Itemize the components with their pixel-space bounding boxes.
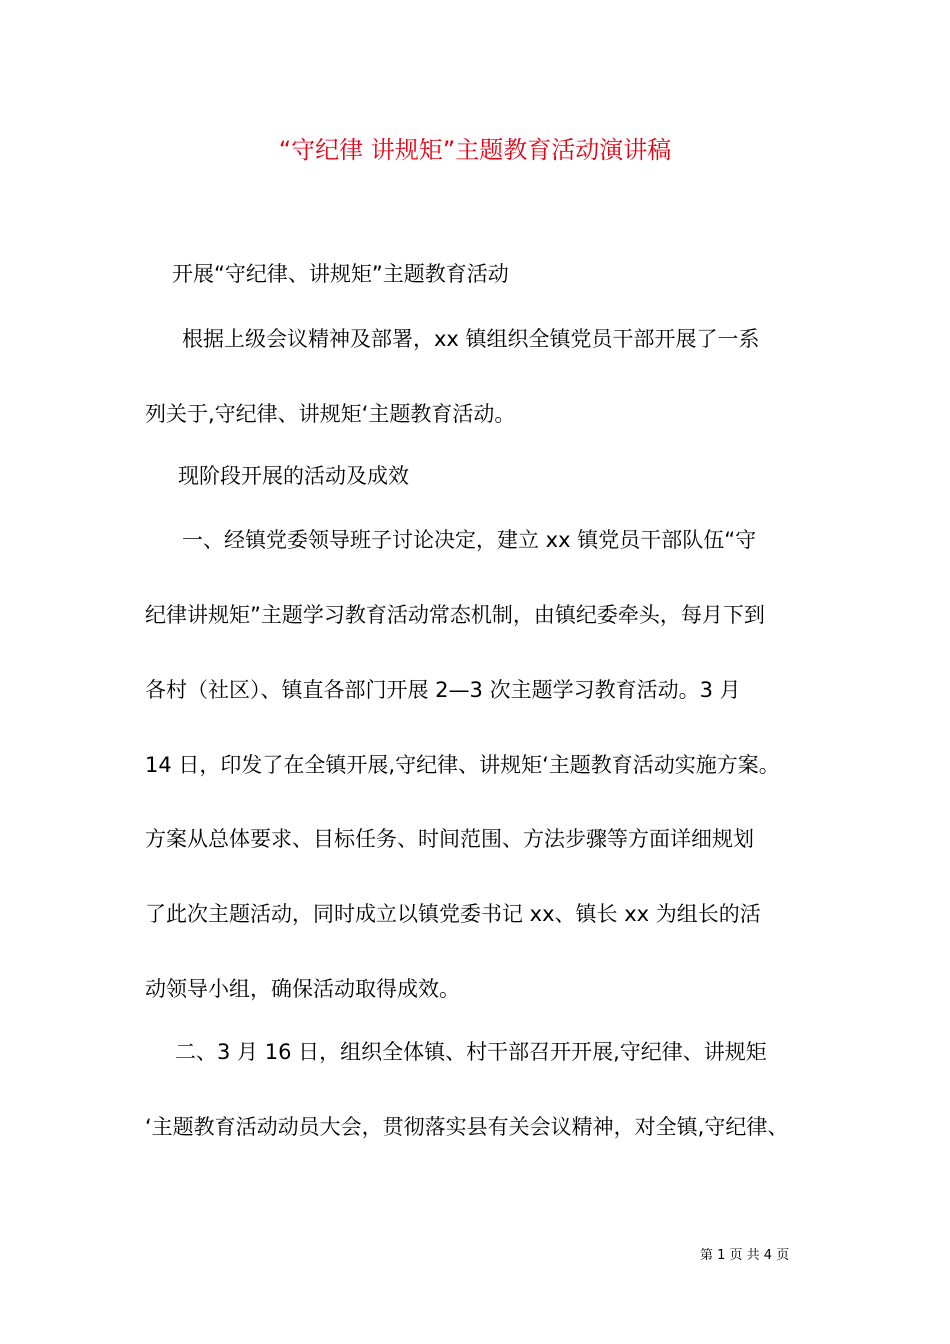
document-title: “守纪律 讲规矩”主题教育活动演讲稿 [278,136,672,164]
paragraph-line: ‘主题教育活动动员大会，贯彻落实县有关会议精神，对全镇,守纪律、 [145,1115,789,1139]
paragraph-line: 各村（社区）、镇直各部门开展 2—3 次主题学习教育活动。3 月 [145,678,741,702]
paragraph-line: 列关于,守纪律、讲规矩‘主题教育活动。 [145,402,516,426]
paragraph-line: 了此次主题活动，同时成立以镇党委书记 xx、镇长 xx 为组长的活 [145,902,761,926]
paragraph-line: 一、经镇党委领导班子讨论决定，建立 xx 镇党员干部队伍“守 [182,528,757,552]
paragraph-line: 动领导小组，确保活动取得成效。 [145,977,460,1001]
paragraph-line: 开展“守纪律、讲规矩”主题教育活动 [172,262,509,286]
page-number-footer: 第 1 页 共 4 页 [700,1248,790,1263]
paragraph-line: 14 日，印发了在全镇开展,守纪律、讲规矩‘主题教育活动实施方案。 [145,753,780,777]
paragraph-line: 现阶段开展的活动及成效 [178,464,409,488]
paragraph-line: 方案从总体要求、目标任务、时间范围、方法步骤等方面详细规划 [145,827,754,851]
paragraph-line: 纪律讲规矩”主题学习教育活动常态机制，由镇纪委牵头，每月下到 [145,603,765,627]
paragraph-line: 二、3 月 16 日，组织全体镇、村干部召开开展,守纪律、讲规矩 [175,1040,767,1064]
paragraph-line: 根据上级会议精神及部署，xx 镇组织全镇党员干部开展了一系 [182,327,760,351]
